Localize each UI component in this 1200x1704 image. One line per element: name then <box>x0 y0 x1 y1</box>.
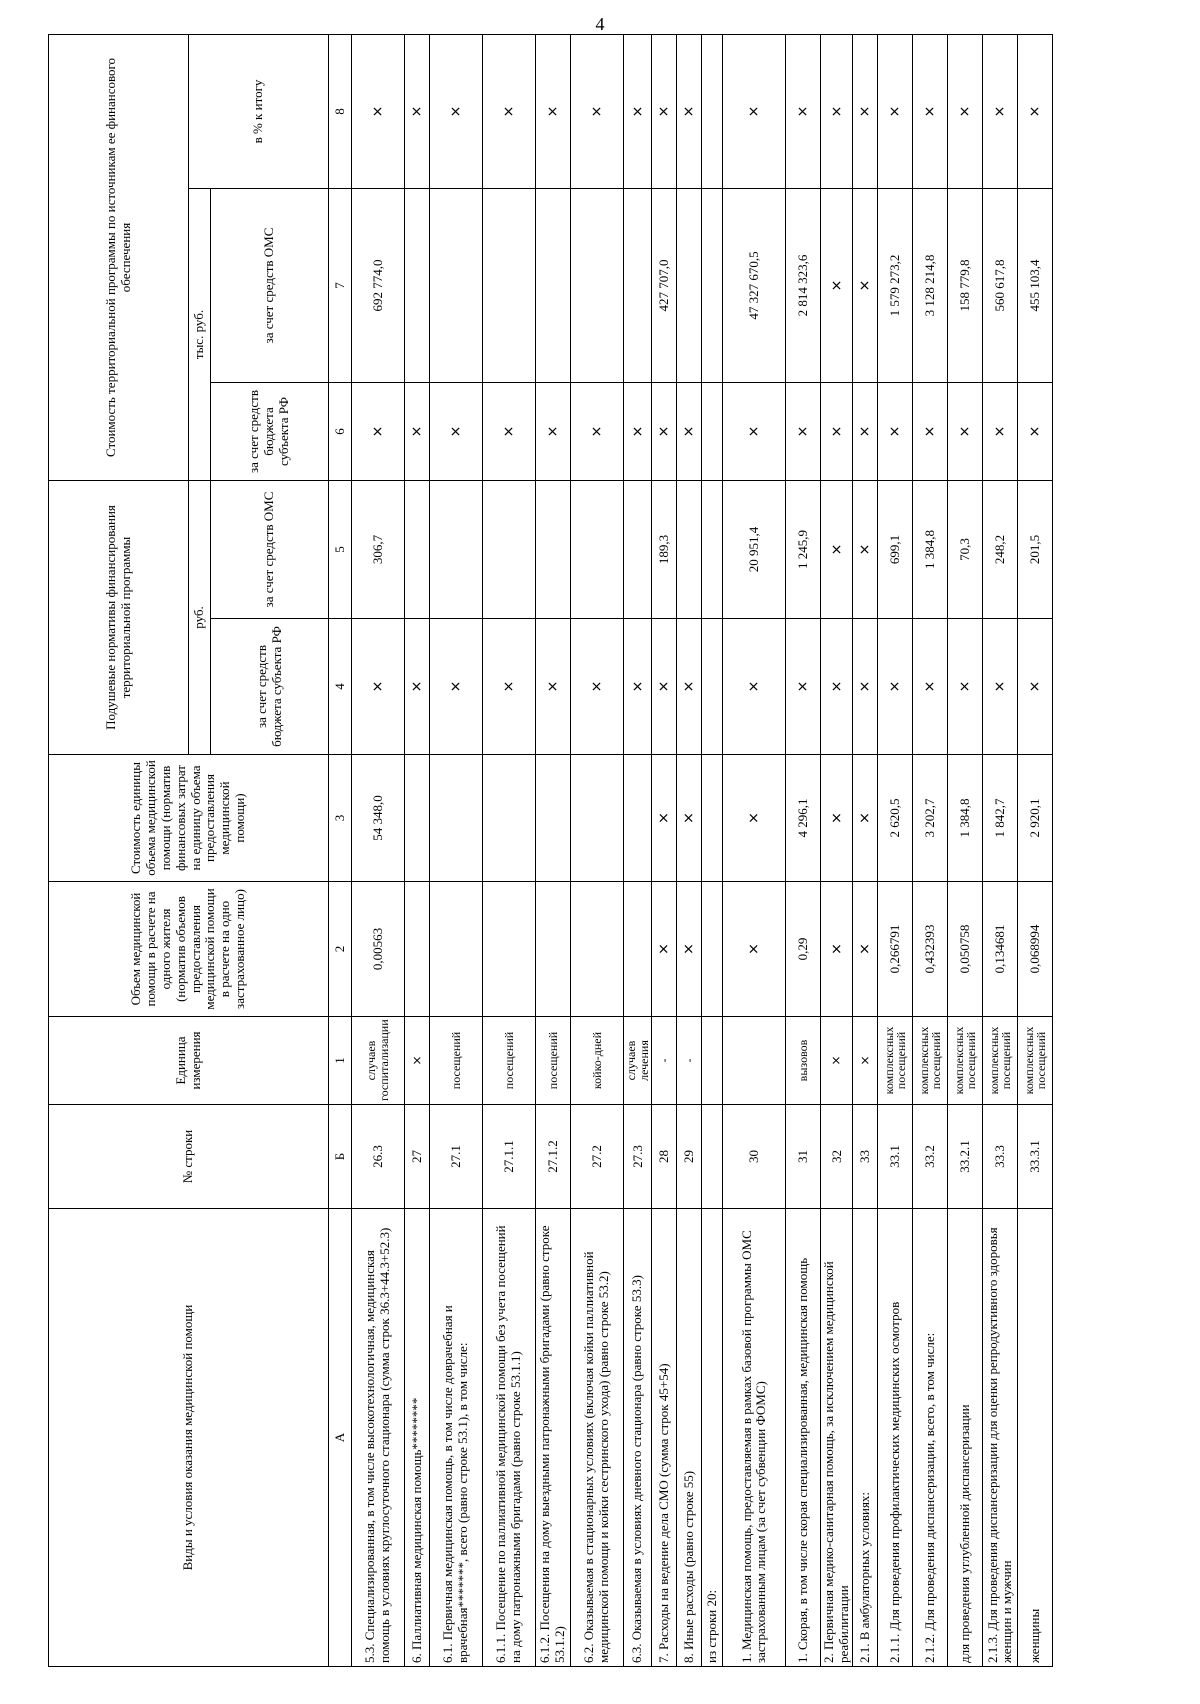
row-number <box>702 1105 723 1209</box>
percent-cell: × <box>821 34 853 188</box>
col-number-cell: 5 <box>329 481 352 619</box>
table-row <box>853 34 878 1666</box>
table-row <box>483 34 536 1666</box>
per-capita-budget-cell <box>702 619 723 755</box>
volume-cell: 0,266791 <box>878 882 913 1017</box>
table-row <box>983 34 1018 1666</box>
unit-cell: случаев лечения <box>624 1017 652 1105</box>
table-row <box>677 34 702 1666</box>
cost-budget-cell: × <box>483 383 536 481</box>
per-capita-budget-cell: × <box>786 619 821 755</box>
unit-cost-cell: × <box>677 755 702 882</box>
cost-budget-cell: × <box>352 383 405 481</box>
percent-cell: × <box>948 34 983 188</box>
cost-budget-cell: × <box>677 383 702 481</box>
per-capita-oms-cell: 189,3 <box>652 481 677 619</box>
cost-oms-cell: 560 617,8 <box>983 189 1018 383</box>
row-label: 2.1.3. Для проведения диспансеризации для оценки репродуктивного здоровья женщин и мужчин <box>983 1209 1018 1667</box>
per-capita-oms-cell <box>624 481 652 619</box>
per-capita-budget-cell: × <box>983 619 1018 755</box>
unit-cost-cell: × <box>723 755 786 882</box>
per-capita-oms-cell: 201,5 <box>1018 481 1053 619</box>
header-col-3: Стоимость единицы объема медицинской помощи (норматив финансовых затрат на единицу объема предоставления медицинской помощи) <box>49 755 329 882</box>
table-row <box>624 34 652 1666</box>
row-label: 6.1. Первичная медицинская помощь, в том числе доврачебная и врачебная*******, всего (равно строке 53.1), в том числе: <box>430 1209 483 1667</box>
row-number: 27 <box>405 1105 430 1209</box>
cost-oms-cell: 692 774,0 <box>352 189 405 383</box>
table-row <box>702 34 723 1666</box>
unit-cell: посещений <box>536 1017 571 1105</box>
header-group-norms: Подушевые нормативы финансирования территориальной программы <box>49 481 189 755</box>
percent-cell: × <box>624 34 652 188</box>
percent-cell: × <box>483 34 536 188</box>
unit-cell: - <box>677 1017 702 1105</box>
cost-oms-cell: 3 128 214,8 <box>913 189 948 383</box>
percent-cell: × <box>352 34 405 188</box>
table-row <box>405 34 430 1666</box>
per-capita-budget-cell: × <box>352 619 405 755</box>
percent-cell <box>702 34 723 188</box>
row-number: 29 <box>677 1105 702 1209</box>
cost-budget-cell: × <box>430 383 483 481</box>
cost-budget-cell: × <box>536 383 571 481</box>
header-col-5: за счет средств ОМС <box>211 481 329 619</box>
row-label: 6.1.2. Посещения на дому выездными патронажными бригадами (равно строке 53.1.2) <box>536 1209 571 1667</box>
cost-budget-cell: × <box>652 383 677 481</box>
row-label: 7. Расходы на ведение дела СМО (сумма строк 45+54) <box>652 1209 677 1667</box>
row-number: 26.3 <box>352 1105 405 1209</box>
header-col-b: № строки <box>49 1105 329 1209</box>
unit-cost-cell: 2 620,5 <box>878 755 913 882</box>
per-capita-budget-cell: × <box>624 619 652 755</box>
volume-cell <box>430 882 483 1017</box>
percent-cell: × <box>536 34 571 188</box>
row-number: 27.3 <box>624 1105 652 1209</box>
unit-cost-cell <box>430 755 483 882</box>
cost-budget-cell: × <box>983 383 1018 481</box>
unit-cost-cell: 54 348,0 <box>352 755 405 882</box>
row-label: 2. Первичная медико-санитарная помощь, за исключением медицинской реабилитации <box>821 1209 853 1667</box>
per-capita-budget-cell: × <box>571 619 624 755</box>
unit-cell: комплексных посещений <box>1018 1017 1053 1105</box>
row-label: 2.1.1. Для проведения профилактических медицинских осмотров <box>878 1209 913 1667</box>
row-number: 33.2 <box>913 1105 948 1209</box>
unit-cost-cell: × <box>821 755 853 882</box>
volume-cell: × <box>677 882 702 1017</box>
per-capita-oms-cell: 699,1 <box>878 481 913 619</box>
per-capita-oms-cell: 1 245,9 <box>786 481 821 619</box>
volume-cell <box>702 882 723 1017</box>
per-capita-oms-cell <box>405 481 430 619</box>
header-col-2: Объем медицинской помощи в расчете на одного жителя (норматив объемов предоставления медицинской помощи в расчете на одно застрахованное лицо) <box>49 882 329 1017</box>
unit-cost-cell: 1 842,7 <box>983 755 1018 882</box>
unit-cost-cell: 2 920,1 <box>1018 755 1053 882</box>
per-capita-budget-cell: × <box>430 619 483 755</box>
header-col-1: Единица измерения <box>49 1017 329 1105</box>
cost-oms-cell: × <box>853 189 878 383</box>
unit-cell: посещений <box>483 1017 536 1105</box>
unit-cost-cell: × <box>652 755 677 882</box>
per-capita-oms-cell <box>571 481 624 619</box>
unit-cell: койко-дней <box>571 1017 624 1105</box>
per-capita-oms-cell <box>702 481 723 619</box>
col-number-cell: А <box>329 1209 352 1667</box>
unit-cell: комплексных посещений <box>983 1017 1018 1105</box>
per-capita-oms-cell <box>483 481 536 619</box>
cost-oms-cell <box>677 189 702 383</box>
row-label: для проведения углубленной диспансеризации <box>948 1209 983 1667</box>
volume-cell: 0,00563 <box>352 882 405 1017</box>
unit-cost-cell <box>405 755 430 882</box>
unit-cell: комплексных посещений <box>913 1017 948 1105</box>
percent-cell: × <box>723 34 786 188</box>
table-row <box>430 34 483 1666</box>
table-row <box>1018 34 1053 1666</box>
cost-budget-cell: × <box>913 383 948 481</box>
row-number: 28 <box>652 1105 677 1209</box>
cost-oms-cell <box>571 189 624 383</box>
volume-cell: × <box>652 882 677 1017</box>
unit-cell: посещений <box>430 1017 483 1105</box>
row-number: 33.2.1 <box>948 1105 983 1209</box>
table-row <box>948 34 983 1666</box>
unit-cell <box>702 1017 723 1105</box>
row-label: 6. Паллиативная медицинская помощь******** <box>405 1209 430 1667</box>
rotated-table-container <box>48 35 1190 1667</box>
cost-oms-cell <box>702 189 723 383</box>
unit-cost-cell: 1 384,8 <box>948 755 983 882</box>
per-capita-budget-cell: × <box>483 619 536 755</box>
cost-budget-cell: × <box>571 383 624 481</box>
cost-budget-cell: × <box>1018 383 1053 481</box>
unit-cost-cell <box>483 755 536 882</box>
cost-oms-cell: 47 327 670,5 <box>723 189 786 383</box>
table-row <box>652 34 677 1666</box>
header-group-cost: Стоимость территориальной программы по источникам ее финансового обеспечения <box>49 34 189 480</box>
cost-oms-cell <box>430 189 483 383</box>
row-number: 33.1 <box>878 1105 913 1209</box>
header-col-8: в % к итогу <box>189 34 329 188</box>
per-capita-budget-cell: × <box>913 619 948 755</box>
row-number: 27.2 <box>571 1105 624 1209</box>
table-row <box>571 34 624 1666</box>
percent-cell: × <box>878 34 913 188</box>
row-label: 5.3. Специализированная, в том числе высокотехнологичная, медицинская помощь в условиях круглосуточного стационара (сумма строк 36.3+44.3+52.3) <box>352 1209 405 1667</box>
header-unit-rub: руб. <box>189 481 211 755</box>
per-capita-oms-cell: 70,3 <box>948 481 983 619</box>
col-number-cell: 4 <box>329 619 352 755</box>
unit-cell: случаев госпитализации <box>352 1017 405 1105</box>
row-label: 1. Скорая, в том числе скорая специализированная, медицинская помощь <box>786 1209 821 1667</box>
row-label: 1. Медицинская помощь, предоставляемая в рамках базовой программы ОМС застрахованным лицам (за счет субвенции ФОМС) <box>723 1209 786 1667</box>
cost-budget-cell: × <box>878 383 913 481</box>
cost-oms-cell: 158 779,8 <box>948 189 983 383</box>
cost-oms-cell: 2 814 323,6 <box>786 189 821 383</box>
per-capita-budget-cell: × <box>821 619 853 755</box>
row-label: 6.3. Оказываемая в условиях дневного стационара (равно строке 53.3) <box>624 1209 652 1667</box>
per-capita-budget-cell: × <box>677 619 702 755</box>
per-capita-oms-cell: 306,7 <box>352 481 405 619</box>
per-capita-budget-cell: × <box>723 619 786 755</box>
percent-cell: × <box>786 34 821 188</box>
row-label: 6.2. Оказываемая в стационарных условиях (включая койки паллиативной медицинской помощи и койки сестринского ухода) (равно строке 53.2) <box>571 1209 624 1667</box>
col-number-cell: 8 <box>329 34 352 188</box>
header-col-6: за счет средств бюджета субъекта РФ <box>211 383 329 481</box>
row-number: 27.1.1 <box>483 1105 536 1209</box>
cost-budget-cell: × <box>405 383 430 481</box>
financing-table <box>48 34 1053 1667</box>
unit-cost-cell <box>536 755 571 882</box>
unit-cost-cell: × <box>853 755 878 882</box>
row-number: 33.3 <box>983 1105 1018 1209</box>
unit-cell: × <box>405 1017 430 1105</box>
percent-cell: × <box>913 34 948 188</box>
unit-cell: комплексных посещений <box>878 1017 913 1105</box>
row-number: 31 <box>786 1105 821 1209</box>
page-number: 4 <box>595 14 605 34</box>
cost-oms-cell: × <box>821 189 853 383</box>
per-capita-oms-cell: 20 951,4 <box>723 481 786 619</box>
percent-cell: × <box>677 34 702 188</box>
col-number-cell: 6 <box>329 383 352 481</box>
per-capita-budget-cell: × <box>878 619 913 755</box>
volume-cell: × <box>821 882 853 1017</box>
col-number-cell: 1 <box>329 1017 352 1105</box>
col-number-cell: 3 <box>329 755 352 882</box>
header-unit-thous: тыс. руб. <box>189 189 211 481</box>
row-label: 8. Иные расходы (равно строке 55) <box>677 1209 702 1667</box>
cost-oms-cell <box>483 189 536 383</box>
row-label: из строки 20: <box>702 1209 723 1667</box>
cost-budget-cell <box>702 383 723 481</box>
percent-cell: × <box>853 34 878 188</box>
percent-cell: × <box>1018 34 1053 188</box>
per-capita-oms-cell: × <box>853 481 878 619</box>
volume-cell <box>483 882 536 1017</box>
volume-cell <box>536 882 571 1017</box>
row-number: 33 <box>853 1105 878 1209</box>
per-capita-oms-cell: 1 384,8 <box>913 481 948 619</box>
table-row <box>723 34 786 1666</box>
row-number: 27.1 <box>430 1105 483 1209</box>
per-capita-budget-cell: × <box>853 619 878 755</box>
row-label: 6.1.1. Посещение по паллиативной медицинской помощи без учета посещений на дому патронажными бригадами (равно строке 53.1.1) <box>483 1209 536 1667</box>
unit-cost-cell <box>571 755 624 882</box>
header-col-a: Виды и условия оказания медицинской помощи <box>49 1209 329 1667</box>
cost-oms-cell: 455 103,4 <box>1018 189 1053 383</box>
table-row <box>878 34 913 1666</box>
percent-cell: × <box>571 34 624 188</box>
per-capita-oms-cell: × <box>821 481 853 619</box>
row-label: 2.1.2. Для проведения диспансеризации, всего, в том числе: <box>913 1209 948 1667</box>
unit-cell <box>723 1017 786 1105</box>
cost-budget-cell: × <box>948 383 983 481</box>
cost-budget-cell: × <box>723 383 786 481</box>
percent-cell: × <box>983 34 1018 188</box>
cost-oms-cell: 427 707,0 <box>652 189 677 383</box>
col-number-cell: 2 <box>329 882 352 1017</box>
volume-cell: 0,134681 <box>983 882 1018 1017</box>
volume-cell: 0,29 <box>786 882 821 1017</box>
header-col-4: за счет средств бюджета субъекта РФ <box>211 619 329 755</box>
per-capita-budget-cell: × <box>1018 619 1053 755</box>
cost-budget-cell: × <box>853 383 878 481</box>
cost-oms-cell: 1 579 273,2 <box>878 189 913 383</box>
cost-oms-cell <box>624 189 652 383</box>
unit-cell: × <box>853 1017 878 1105</box>
unit-cost-cell <box>624 755 652 882</box>
unit-cost-cell <box>702 755 723 882</box>
volume-cell: 0,050758 <box>948 882 983 1017</box>
percent-cell: × <box>405 34 430 188</box>
col-number-cell: 7 <box>329 189 352 383</box>
volume-cell <box>624 882 652 1017</box>
table-row <box>821 34 853 1666</box>
table-row <box>536 34 571 1666</box>
row-label: 2.1. В амбулаторных условиях: <box>853 1209 878 1667</box>
volume-cell <box>571 882 624 1017</box>
unit-cost-cell: 3 202,7 <box>913 755 948 882</box>
row-number: 32 <box>821 1105 853 1209</box>
unit-cell: - <box>652 1017 677 1105</box>
per-capita-budget-cell: × <box>536 619 571 755</box>
percent-cell: × <box>430 34 483 188</box>
per-capita-budget-cell: × <box>948 619 983 755</box>
header-col-7: за счет средств ОМС <box>211 189 329 383</box>
unit-cell: × <box>821 1017 853 1105</box>
volume-cell: 0,432393 <box>913 882 948 1017</box>
volume-cell: × <box>723 882 786 1017</box>
per-capita-budget-cell: × <box>652 619 677 755</box>
table-row <box>352 34 405 1666</box>
col-number-cell: Б <box>329 1105 352 1209</box>
cost-budget-cell: × <box>821 383 853 481</box>
unit-cost-cell: 4 296,1 <box>786 755 821 882</box>
row-number: 27.1.2 <box>536 1105 571 1209</box>
unit-cell: комплексных посещений <box>948 1017 983 1105</box>
cost-oms-cell <box>536 189 571 383</box>
cost-budget-cell: × <box>624 383 652 481</box>
per-capita-oms-cell <box>536 481 571 619</box>
per-capita-oms-cell: 248,2 <box>983 481 1018 619</box>
per-capita-oms-cell <box>677 481 702 619</box>
unit-cell: вызовов <box>786 1017 821 1105</box>
per-capita-oms-cell <box>430 481 483 619</box>
row-number: 33.3.1 <box>1018 1105 1053 1209</box>
volume-cell: 0,068994 <box>1018 882 1053 1017</box>
row-label: женщины <box>1018 1209 1053 1667</box>
volume-cell <box>405 882 430 1017</box>
table-row <box>913 34 948 1666</box>
row-number: 30 <box>723 1105 786 1209</box>
cost-budget-cell: × <box>786 383 821 481</box>
table-row <box>786 34 821 1666</box>
percent-cell: × <box>652 34 677 188</box>
volume-cell: × <box>853 882 878 1017</box>
cost-oms-cell <box>405 189 430 383</box>
per-capita-budget-cell: × <box>405 619 430 755</box>
